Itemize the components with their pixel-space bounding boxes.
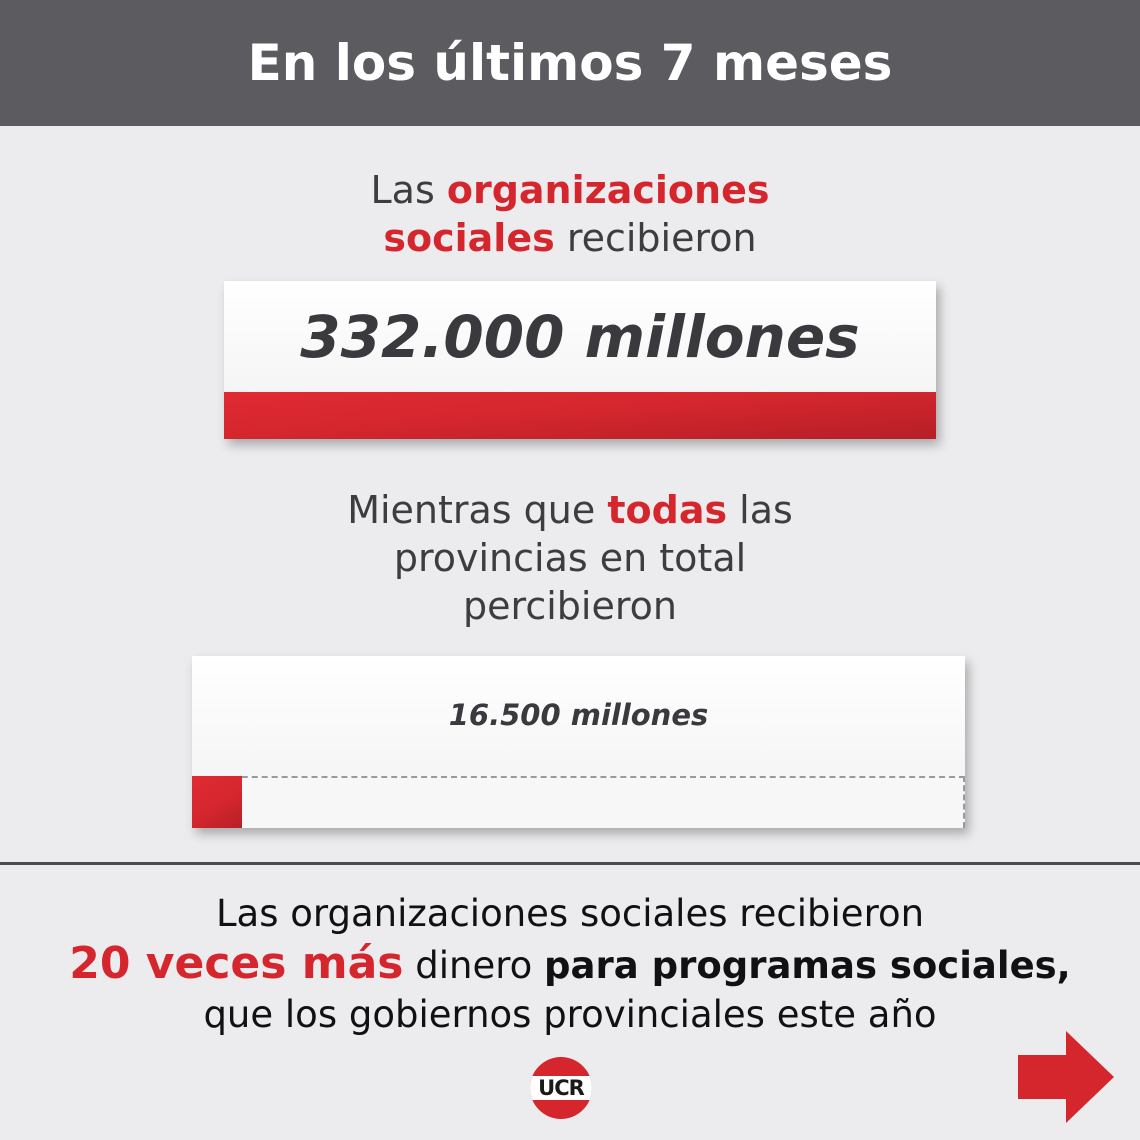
summary-line-1: Las organizaciones sociales recibieron <box>215 892 925 935</box>
provinces-part-1: Mientras que <box>347 488 608 532</box>
provinces-comparison-fill <box>192 776 242 828</box>
organizations-amount: 332.000 millones <box>300 302 860 371</box>
ucr-logo-icon <box>530 1057 592 1119</box>
organizations-amount-card <box>224 281 936 439</box>
provinces-amount: 16.500 millones <box>448 698 709 732</box>
intro-highlight-sociales: sociales <box>383 216 555 260</box>
intro-part-2: recibieron <box>554 216 757 260</box>
page-title: En los últimos 7 meses <box>247 34 893 92</box>
provinces-line-1 <box>0 486 1140 534</box>
arrow-right-shape <box>1018 1031 1114 1123</box>
provinces-line-3: percibieron <box>463 584 677 628</box>
intro-highlight-organizaciones: organizaciones <box>446 168 770 212</box>
header-bar <box>0 0 1140 126</box>
arrow-right-icon[interactable] <box>1018 1031 1114 1123</box>
logo-text: UCR <box>538 1076 584 1100</box>
provinces-line-2: provincias en total <box>393 536 747 580</box>
intro-part-1: Las <box>370 168 447 212</box>
provinces-amount-card <box>192 656 965 828</box>
summary-middle: dinero <box>403 944 545 987</box>
provinces-text <box>0 486 1140 630</box>
summary-line-3: que los gobiernos provinciales este año <box>203 993 937 1036</box>
provinces-highlight-todas: todas <box>607 488 728 532</box>
summary-line-2 <box>0 938 1140 992</box>
summary-text <box>0 890 1140 1038</box>
provinces-comparison-track <box>192 776 965 828</box>
intro-text <box>0 166 1140 262</box>
provinces-part-2: las <box>727 488 793 532</box>
organizations-amount-bar <box>224 392 936 439</box>
summary-highlight: 20 veces más <box>69 938 404 989</box>
intro-line-2 <box>0 214 1140 262</box>
intro-line-1 <box>0 166 1140 214</box>
summary-bold: para programas sociales, <box>544 944 1071 987</box>
